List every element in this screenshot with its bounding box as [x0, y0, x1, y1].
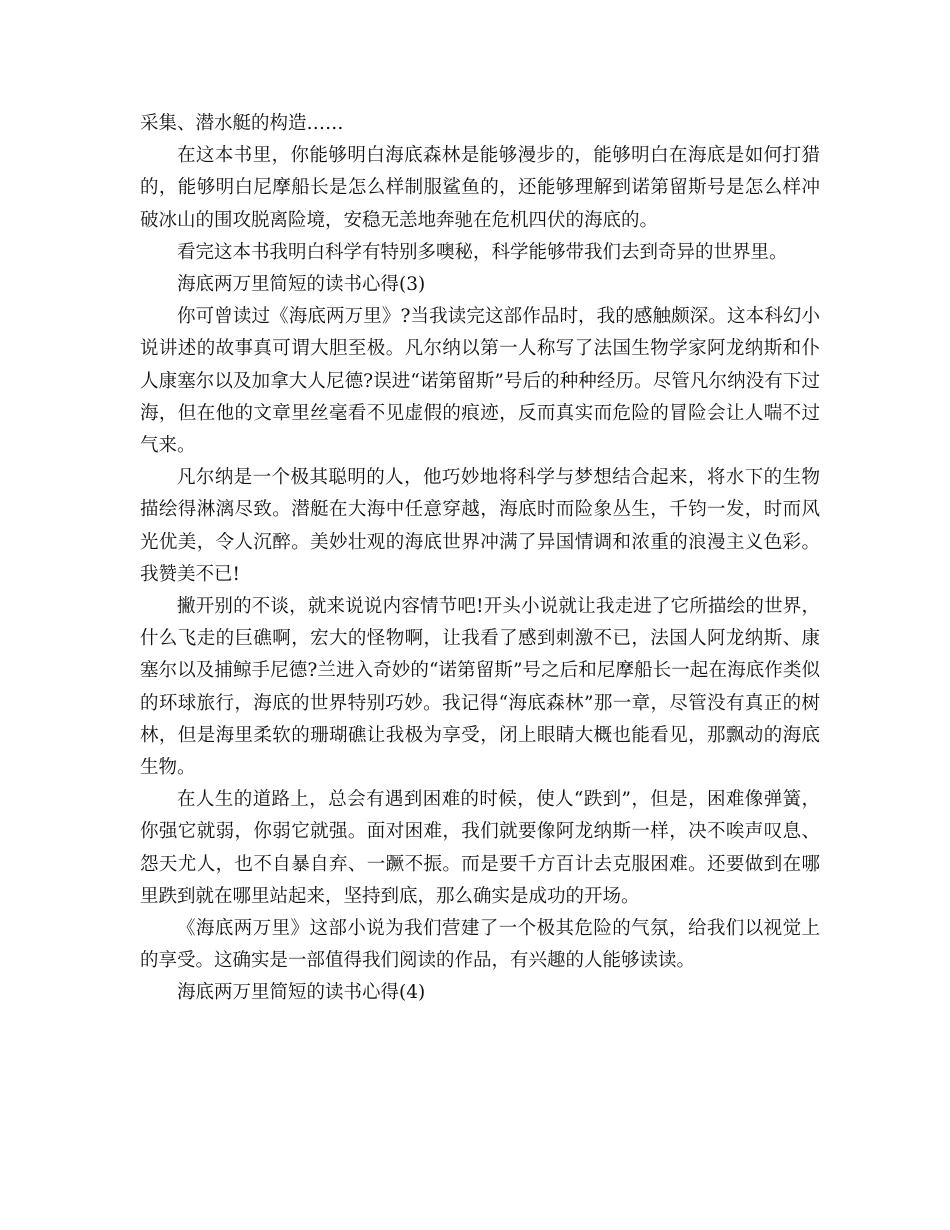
section-heading: 海底两万里简短的读书心得(3)	[177, 274, 426, 296]
section-heading: 海底两万里简短的读书心得(4)	[177, 982, 426, 1004]
paragraph: 看完这本书我明白科学有特别多噢秘，科学能够带我们去到奇异的世界里。	[177, 241, 788, 263]
paragraph-continued: 采集、潜水艇的构造……	[140, 113, 344, 134]
paragraph: 你可曾读过《海底两万里》?当我读完这部作品时，我的感触颇深。这本科幻小说讲述的故事真可谓大胆至极。凡尔纳以第一人称写了法国生物学家阿龙纳斯和仆人康塞尔以及加拿大人尼德?误进“诺第留斯”号后的种种经历。尽管凡尔纳没有下过海，但在他的文章里丝毫看不见虚假的痕迹，反而真实而危险的冒险会让人喘不过气来。	[140, 306, 820, 457]
paragraph: 凡尔纳是一个极其聪明的人，他巧妙地将科学与梦想结合起来，将水下的生物描绘得淋漓尽致。潜艇在大海中任意穿越，海底时而险象丛生，千钧一发，时而风光优美，令人沉醉。美妙壮观的海底世界冲满了异国情调和浓重的浪漫主义色彩。我赞美不已!	[140, 467, 820, 585]
document-page	[140, 108, 820, 1010]
paragraph: 撇开别的不谈，就来说说内容情节吧!开头小说就让我走进了它所描绘的世界，什么飞走的巨礁啊，宏大的怪物啊，让我看了感到刺激不已，法国人阿龙纳斯、康塞尔以及捕鲸手尼德?兰进入奇妙的“诺第留斯”号之后和尼摩船长一起在海底作类似的环球旅行，海底的世界特别巧妙。我记得“海底森林”那一章，尽管没有真正的树林，但是海里柔软的珊瑚礁让我极为享受，闭上眼睛大概也能看见，那飘动的海底生物。	[140, 596, 820, 779]
paragraph: 在这本书里，你能够明白海底森林是能够漫步的，能够明白在海底是如何打猎的，能够明白尼摩船长是怎么样制服鲨鱼的，还能够理解到诺第留斯号是怎么样冲破冰山的围攻脱离险境，安稳无恙地奔驰在危机四伏的海底的。	[140, 145, 820, 231]
paragraph: 在人生的道路上，总会有遇到困难的时候，使人“跌到”，但是，困难像弹簧，你强它就弱，你弱它就强。面对困难，我们就要像阿龙纳斯一样，决不唉声叹息、怨天尤人，也不自暴自弃、一蹶不振。而是要千方百计去克服困难。还要做到在哪里跌到就在哪里站起来，坚持到底，那么确实是成功的开场。	[140, 789, 820, 907]
paragraph: 《海底两万里》这部小说为我们营建了一个极其危险的气氛，给我们以视觉上的享受。这确实是一部值得我们阅读的作品，有兴趣的人能够读读。	[140, 918, 820, 972]
